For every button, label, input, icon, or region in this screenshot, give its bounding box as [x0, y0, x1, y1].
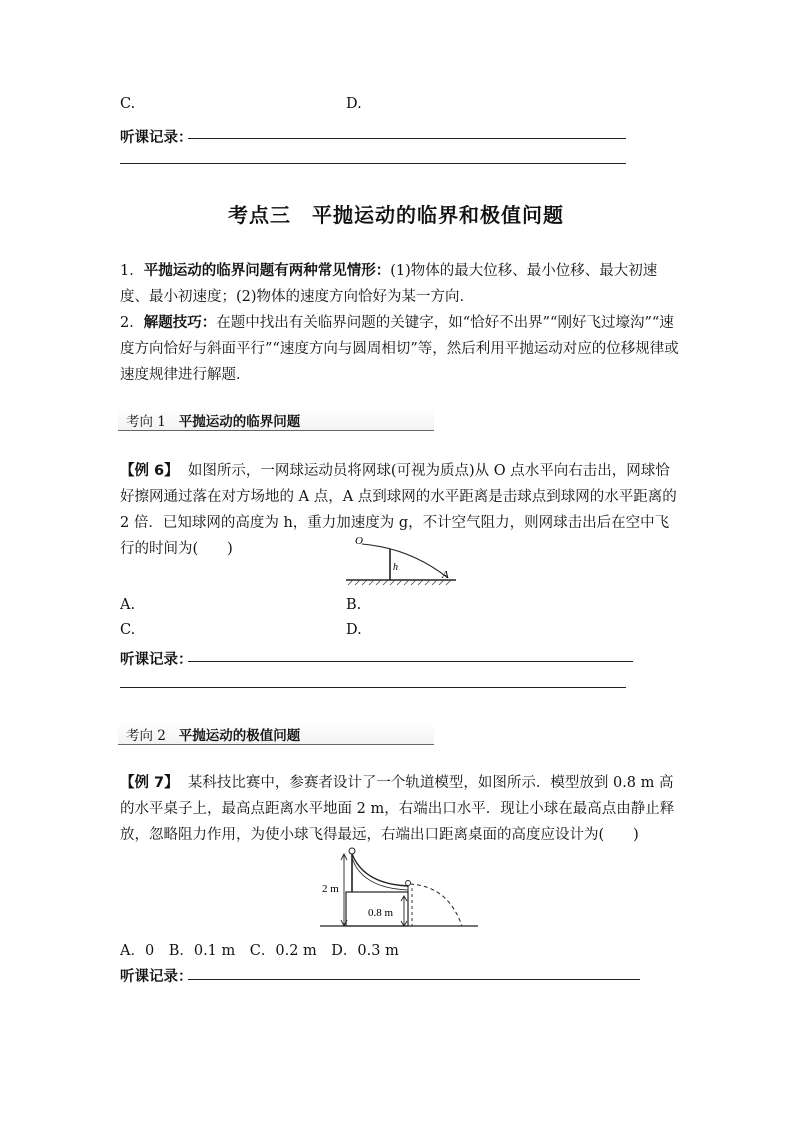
label-08m: 0.8 m: [368, 907, 394, 919]
example-6-option-c: C.: [120, 622, 136, 638]
record-line-2: [120, 163, 626, 164]
label-a: A: [442, 569, 449, 581]
trajectory-curve: [362, 544, 448, 578]
example-7-tag: 【例 7】: [120, 775, 179, 791]
section-2-tag: 考向 2: [126, 728, 166, 744]
label-2m: 2 m: [322, 883, 339, 895]
example-6-question: 如图所示，一网球运动员将网球(可视为质点)从 O 点水平向右击出，网球恰好擦网通过落在对方场地的 A 点，A 点到球网的水平距离是击球点到球网的水平距离的 2 倍．已知球网的高度为 h，重力加速度为 g，不计空气阻力，则网球击出后在空中飞行的时间为( ): [120, 463, 677, 557]
section-1-title: 平抛运动的临界问题: [178, 414, 301, 430]
section-2-title: 平抛运动的极值问题: [178, 728, 301, 744]
track-model-figure: [320, 844, 480, 932]
intro-p1-number: 1．: [120, 263, 144, 279]
intro-p2-number: 2．: [120, 315, 144, 331]
intro-p1-bold: 平抛运动的临界问题有两种常见情形：: [143, 263, 391, 279]
example-6-option-d: D.: [346, 622, 362, 638]
record-label-7: 听课记录：: [120, 969, 193, 985]
ball-top: [349, 848, 355, 854]
option-d-top: D.: [346, 96, 362, 112]
intro-p2-text: 在题中找出有关临界问题的关键字，如“恰好不出界”“刚好飞过壕沟”“速度方向恰好与斜面平行”“速度方向与圆周相切”等，然后利用平抛运动对应的位移规律或速度规律进行解题．: [120, 315, 679, 383]
tennis-trajectory-figure: [340, 534, 460, 592]
intro-p2-bold: 解题技巧：: [143, 315, 217, 331]
intro-block: [120, 258, 680, 388]
record-label-6: 听课记录：: [120, 652, 193, 668]
intro-p1-text: (1)物体的最大位移、最小位移、最大初速度、最小初速度；(2)物体的速度方向恰好为某一方向．: [120, 263, 658, 305]
record-line-6b: [120, 687, 626, 688]
record-line-1: [188, 138, 626, 139]
label-h: h: [393, 562, 398, 573]
label-o: O: [355, 535, 363, 547]
ground-hatching: [348, 580, 451, 585]
example-7-text-block: [120, 770, 680, 848]
record-line-6a: [188, 661, 633, 662]
example-7-question: 某科技比赛中，参赛者设计了一个轨道模型，如图所示．模型放到 0.8 m 高的水平桌子上，最高点距离水平地面 2 m，右端出口水平．现让小球在最高点由静止释放，忽略阻力作用，为使小球飞得最远，右端出口距离桌面的高度应设计为( ): [120, 775, 675, 843]
section-1-label: [126, 410, 300, 430]
track-curve: [352, 854, 408, 886]
example-7-options: A．0 B．0.1 m C．0.2 m D．0.3 m: [120, 943, 399, 959]
ball-exit: [406, 881, 411, 886]
dashed-trajectory: [410, 884, 462, 926]
intro-paragraph-1: [120, 258, 680, 310]
record-line-7: [188, 979, 640, 980]
record-label-top: 听课记录：: [120, 130, 193, 146]
page-title: 考点三 平抛运动的临界和极值问题: [228, 203, 564, 227]
intro-paragraph-2: [120, 310, 680, 388]
section-header-2: [118, 722, 434, 745]
example-6-option-a: A.: [120, 597, 136, 613]
section-1-tag: 考向 1: [126, 414, 166, 430]
example-6-tag: 【例 6】: [120, 463, 179, 479]
section-header-1: [118, 408, 434, 431]
example-6-option-b: B.: [346, 597, 362, 613]
section-2-label: [126, 724, 300, 744]
option-c-top: C.: [120, 96, 136, 112]
